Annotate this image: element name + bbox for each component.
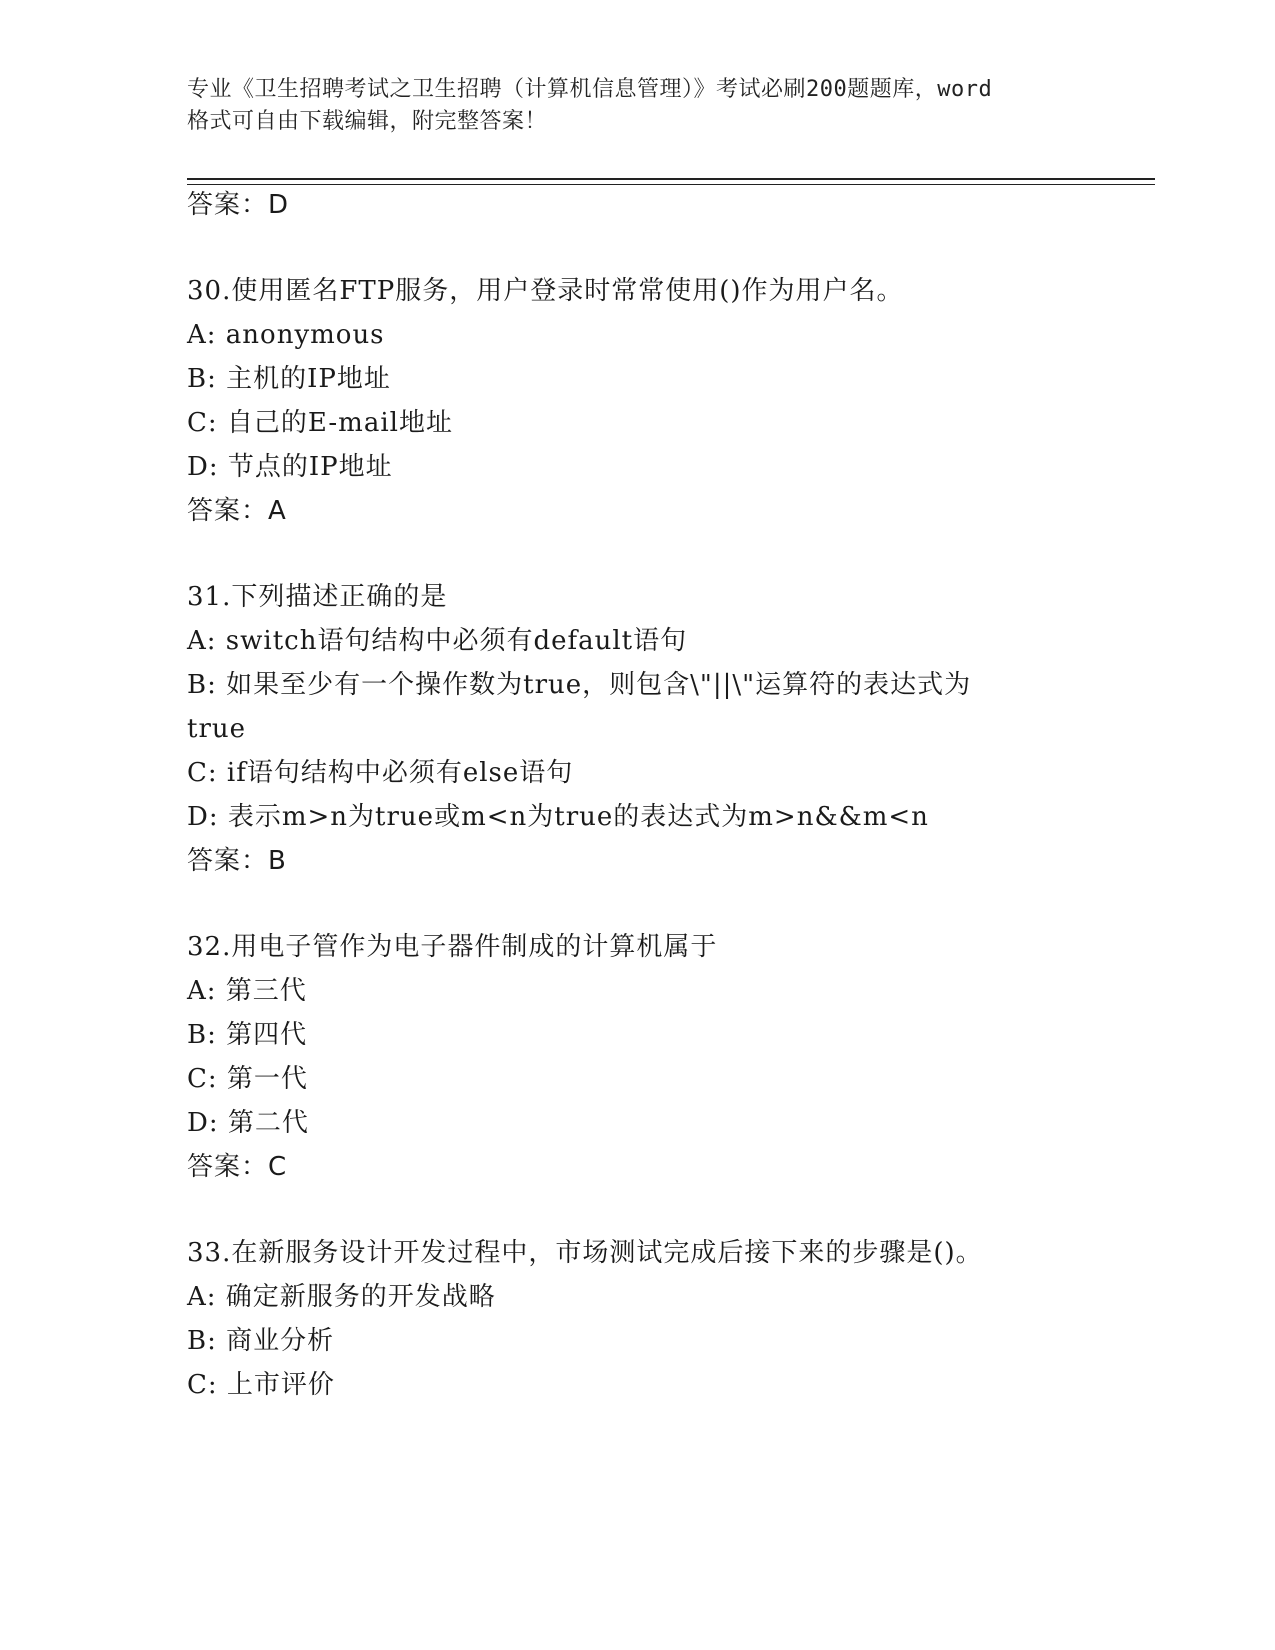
question-33-option-c: C: 上市评价	[187, 1370, 335, 1400]
answer-30: 答案：A	[187, 496, 287, 526]
question-32-option-c: C: 第一代	[187, 1064, 308, 1094]
question-31-option-d: D: 表示m>n为true或m<n为true的表达式为m>n&&m<n	[187, 802, 929, 832]
question-30-option-b: B: 主机的IP地址	[187, 364, 391, 394]
question-32-option-a: A: 第三代	[187, 976, 307, 1006]
question-31-option-c: C: if语句结构中必须有else语句	[187, 758, 574, 788]
question-31-stem: 31.下列描述正确的是	[187, 582, 448, 612]
header-line-2: 格式可自由下载编辑，附完整答案！	[187, 109, 548, 134]
question-30-option-a: A: anonymous	[187, 320, 385, 350]
question-33-stem: 33.在新服务设计开发过程中，市场测试完成后接下来的步骤是()。	[187, 1238, 983, 1268]
question-32-option-d: D: 第二代	[187, 1108, 309, 1138]
question-30-option-c: C: 自己的E-mail地址	[187, 408, 453, 438]
answer-31: 答案：B	[187, 846, 287, 876]
question-33-option-b: B: 商业分析	[187, 1326, 335, 1356]
header-divider-thin	[187, 184, 1155, 185]
header-divider	[187, 178, 1155, 180]
document-header	[187, 74, 1087, 138]
question-32-option-b: B: 第四代	[187, 1020, 308, 1050]
header-line-1: 专业《卫生招聘考试之卫生招聘（计算机信息管理）》考试必刷200题题库，word	[187, 77, 993, 102]
question-31-option-b: B: 如果至少有一个操作数为true，则包含\"||\"运算符的表达式为	[187, 670, 972, 700]
question-31-option-b-continued: true	[187, 714, 247, 744]
question-33-option-a: A: 确定新服务的开发战略	[187, 1282, 496, 1312]
answer-32: 答案：C	[187, 1152, 288, 1182]
question-32-stem: 32.用电子管作为电子器件制成的计算机属于	[187, 932, 718, 962]
question-31-option-a: A: switch语句结构中必须有default语句	[187, 626, 688, 656]
question-30-stem: 30.使用匿名FTP服务，用户登录时常常使用()作为用户名。	[187, 276, 904, 306]
answer-29: 答案：D	[187, 190, 290, 220]
question-30-option-d: D: 节点的IP地址	[187, 452, 393, 482]
